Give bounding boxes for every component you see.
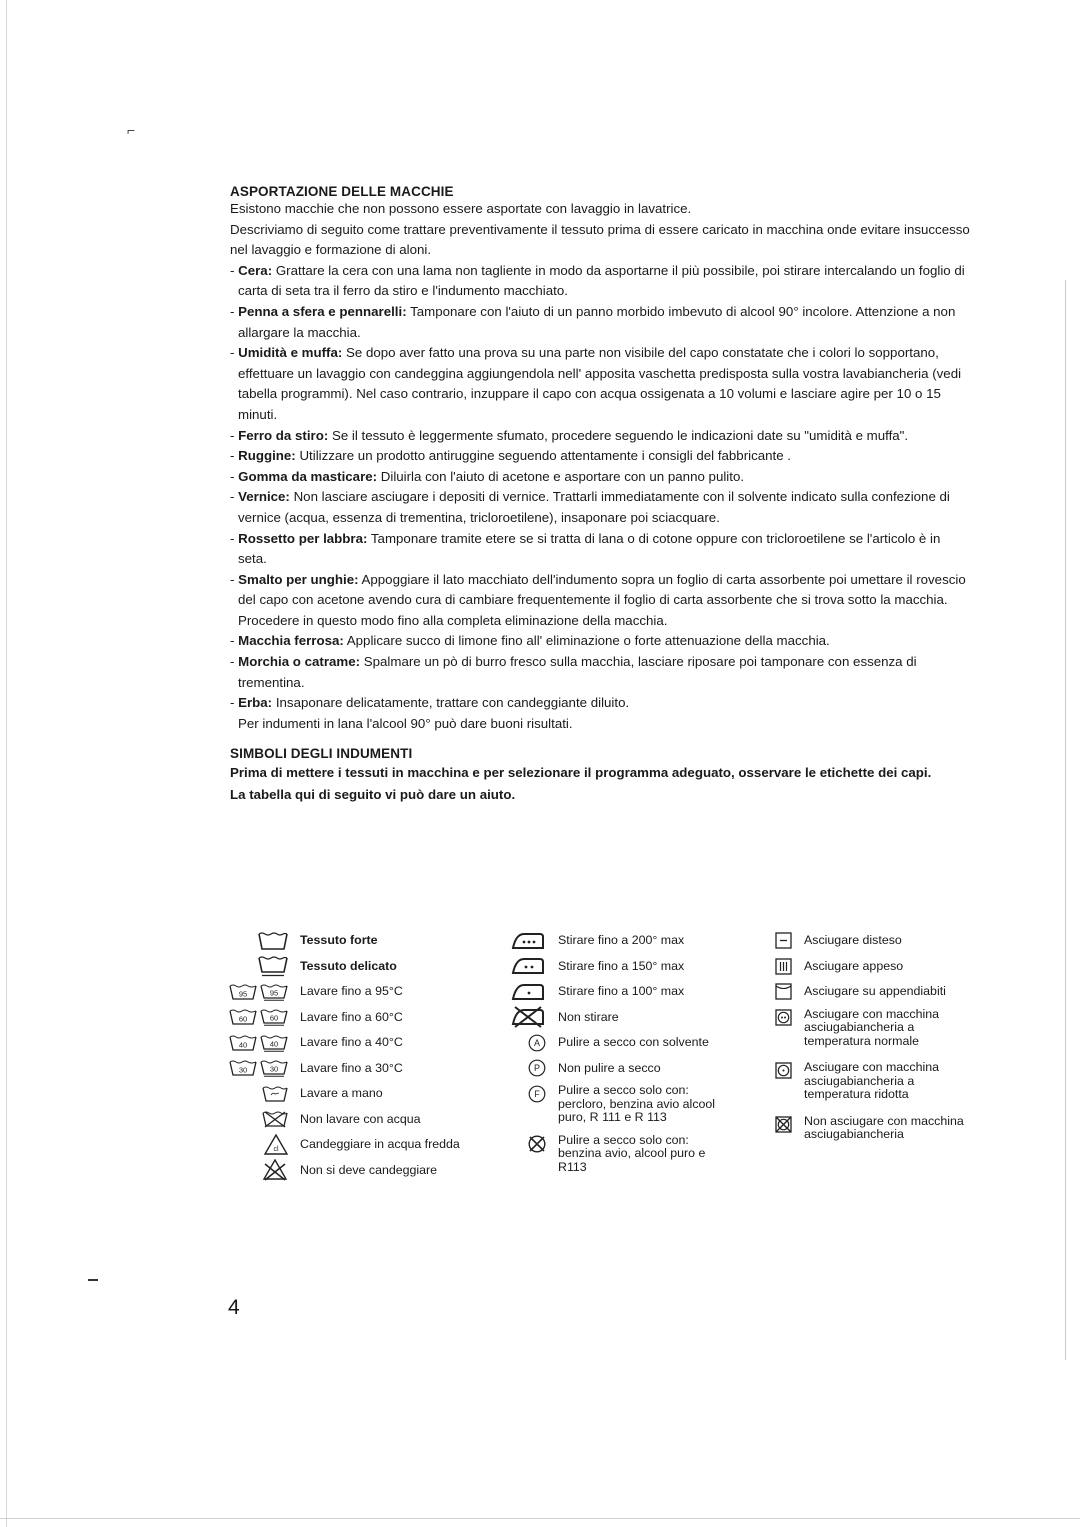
wash-label: Non lavare con acqua xyxy=(300,1111,421,1126)
svg-text:60: 60 xyxy=(269,1013,279,1023)
bleach-cold-icon xyxy=(228,1134,288,1156)
margin-dash xyxy=(88,1279,98,1281)
iron-high-icon xyxy=(508,931,546,951)
svg-text:95: 95 xyxy=(269,988,279,998)
stain-item: - Cera: Grattare la cera con una lama non tagliente in modo da asportarne il più possibile, poi stirare intercalando un foglio di carta di seta tra il ferro da stiro e l'indumento macchiato. xyxy=(230,262,965,299)
svg-text:95: 95 xyxy=(238,989,248,999)
stain-item: - Morchia o catrame: Spalmare un pò di burro fresco sulla macchia, lasciare riposare poi tamponare con essenza di trementina. xyxy=(230,654,917,690)
dry-clean-a-icon xyxy=(508,1034,546,1052)
page-number: 4 xyxy=(228,1296,240,1319)
wash-label: Non si deve candeggiare xyxy=(300,1162,438,1177)
hand-wash-icon xyxy=(228,1085,288,1103)
no-wash-icon xyxy=(228,1110,288,1128)
svg-text:F: F xyxy=(534,1089,540,1100)
wash-tub-gentle-icon xyxy=(228,955,288,977)
stain-item: - Macchia ferrosa: Applicare succo di limone fino all' eliminazione o forte attenuazione della macchia. xyxy=(230,633,830,649)
outro-paragraph: Per indumenti in lana l'alcool 90° può dare buoni risultati. xyxy=(238,715,573,731)
stain-item: - Penna a sfera e pennarelli: Tamponare con l'aiuto di un panno morbido imbevuto di alcool 90° incolore. Attenzione a non allargare la macchia. xyxy=(230,303,956,340)
stain-item: - Vernice: Non lasciare asciugare i depositi di vernice. Trattarli immediatamente con il solvente indicato sulla confezione di vernice (acqua, essenza di trementina, tricloroetilene), insaponare poi sciacquare. xyxy=(230,489,950,525)
stain-item: - Rossetto per labbra: Tamponare tramite etere se si tratta di lana o di cotone oppure con tricloroetilene se l'articolo è in seta. xyxy=(230,530,941,567)
no-iron-icon xyxy=(508,1006,546,1028)
wash-label: Tessuto delicato xyxy=(300,958,397,973)
stain-item: - Erba: Insaponare delicatamente, trattare con candeggiante diluito. xyxy=(230,695,630,711)
intro-paragraph: Esistono macchie che non possono essere asportate con lavaggio in lavatrice. xyxy=(230,201,692,216)
symbols-table xyxy=(0,928,1080,1248)
iron-label: Pulire a secco solo con: benzina avio, alcool puro e R113 xyxy=(558,1132,706,1174)
iron-medium-icon xyxy=(508,956,546,976)
stain-item: - Ruggine: Utilizzare un prodotto antiruggine seguendo attentamente i consigli del fabbricante . xyxy=(230,448,791,464)
wash-tub-icon xyxy=(228,931,288,951)
scan-edge-bottom xyxy=(0,1518,1080,1519)
drip-dry-icon xyxy=(770,958,792,975)
dry-label: Asciugare disteso xyxy=(804,933,902,947)
dry-symbols-column xyxy=(770,928,964,1142)
svg-text:cl: cl xyxy=(273,1145,279,1153)
svg-text:40: 40 xyxy=(238,1040,248,1050)
wash-30-icon xyxy=(228,1059,288,1077)
scan-speck: ⌐ xyxy=(127,122,136,138)
svg-text:40: 40 xyxy=(269,1039,279,1049)
wash-symbols-column xyxy=(228,928,460,1183)
symbols-notice: La tabella qui di seguito vi può dare un aiuto. xyxy=(230,787,516,803)
iron-symbols-column xyxy=(508,928,728,1174)
wash-label: Lavare a mano xyxy=(300,1086,383,1100)
iron-low-icon xyxy=(508,982,546,1002)
iron-label: Pulire a secco solo con: percloro, benzina avio alcool puro, R 111 e R 113 xyxy=(558,1083,716,1124)
svg-text:60: 60 xyxy=(238,1014,248,1024)
iron-label: Stirare fino a 100° max xyxy=(558,984,685,998)
dry-clean-p-icon xyxy=(508,1059,546,1077)
iron-label: Stirare fino a 200° max xyxy=(558,933,685,947)
intro-paragraph: Descriviamo di seguito come trattare preventivamente il tessuto prima di essere caricato in macchina onde evitare insuccesso nel lavaggio e formazione di aloni. xyxy=(230,221,970,258)
tumble-dry-normal-icon xyxy=(770,1008,792,1026)
svg-text:A: A xyxy=(533,1037,541,1048)
wash-40-icon xyxy=(228,1034,288,1052)
iron-label: Non pulire a secco xyxy=(558,1060,661,1075)
wash-label: Lavare fino a 30°C xyxy=(300,1060,403,1075)
section-title-stains: ASPORTAZIONE DELLE MACCHIE xyxy=(230,184,454,199)
no-dry-clean-icon xyxy=(508,1134,546,1153)
stain-item: - Smalto per unghie: Appoggiare il lato macchiato dell'indumento sopra un foglio di carta assorbente poi umettare il rovescio del capo con acetone avendo cura di cambiare frequentemente il foglio di carta assorbente che si trova sotto la macchia. Procedere in questo modo fino alla completa eliminazione della macchia. xyxy=(230,571,966,628)
iron-label: Pulire a secco con solvente xyxy=(558,1035,709,1049)
dry-flat-icon xyxy=(770,932,792,949)
dry-clean-f-icon xyxy=(508,1084,546,1103)
svg-text:30: 30 xyxy=(269,1064,279,1074)
tumble-dry-low-icon xyxy=(770,1061,792,1079)
main-text xyxy=(230,184,970,805)
iron-label: Non stirare xyxy=(558,1009,619,1024)
svg-text:30: 30 xyxy=(238,1065,248,1075)
stain-item: - Ferro da stiro: Se il tessuto è leggermente sfumato, procedere seguendo le indicazioni date su "umidità e muffa". xyxy=(230,427,909,443)
stain-item: - Gomma da masticare: Diluirla con l'aiuto di acetone e asportare con un panno pulito. xyxy=(230,468,745,484)
dry-label: Asciugare appeso xyxy=(804,958,904,973)
wash-label: Lavare fino a 95°C xyxy=(300,984,403,998)
wash-95-icon xyxy=(228,983,288,1001)
wash-label: Candeggiare in acqua fredda xyxy=(300,1137,460,1151)
no-bleach-icon xyxy=(228,1159,288,1181)
line-dry-icon xyxy=(770,983,792,1000)
symbols-notice: Prima di mettere i tessuti in macchina e per selezionare il programma adeguato, osservare le etichette dei capi. xyxy=(230,765,932,781)
iron-label: Stirare fino a 150° max xyxy=(558,958,685,973)
wash-label: Lavare fino a 60°C xyxy=(300,1009,403,1024)
wash-label: Lavare fino a 40°C xyxy=(300,1035,403,1049)
dry-label: Asciugare con macchina asciugabiancheria a temperatura ridotta xyxy=(804,1060,939,1101)
scan-edge-left xyxy=(6,0,7,1527)
wash-60-icon xyxy=(228,1008,288,1026)
no-tumble-dry-icon xyxy=(770,1115,792,1133)
stain-item: - Umidità e muffa: Se dopo aver fatto una prova su una parte non visibile del capo constatate che i colori lo sopportano, effettuare un lavaggio con candeggina aggiungendola nell' apposita vaschetta predisposta sulla vostra lavabiancheria (vedi tabella programmi). Nel caso contrario, inzuppare il capo con acqua ossigenata a 10 volumi e lasciare agire per 10 o 15 minuti. xyxy=(230,345,962,422)
dry-label: Asciugare con macchina asciugabiancheria a temperatura normale xyxy=(804,1006,939,1048)
dry-label: Non asciugare con macchina asciugabiancheria xyxy=(804,1113,964,1141)
section-title-symbols: SIMBOLI DEGLI INDUMENTI xyxy=(230,746,413,762)
svg-text:P: P xyxy=(533,1063,541,1074)
dry-label: Asciugare su appendiabiti xyxy=(804,984,946,998)
wash-label: Tessuto forte xyxy=(300,933,378,947)
